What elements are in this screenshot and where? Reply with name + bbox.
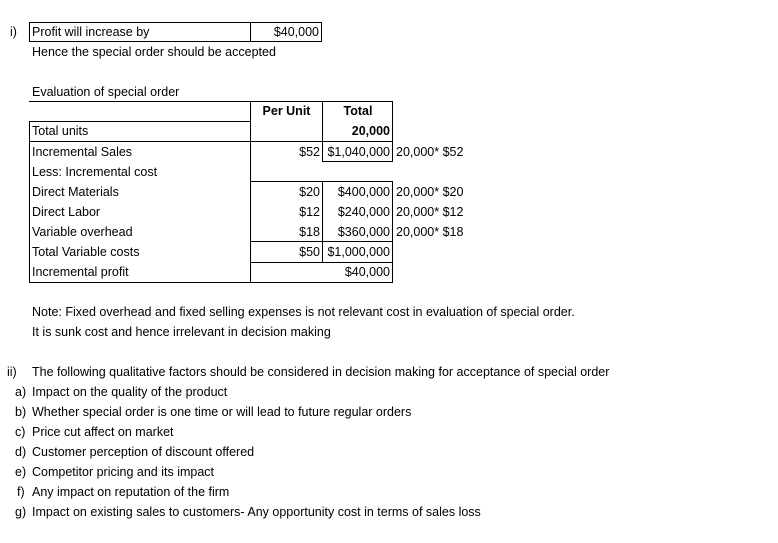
factor-letter: a) [15,385,27,399]
factor-text: Customer perception of discount offered [32,445,255,459]
factor-letter: c) [15,425,26,439]
row-label: Less: Incremental cost [32,165,158,179]
row-label: Incremental profit [32,265,129,279]
factor-text: Competitor pricing and its impact [32,465,215,479]
row-calc: 20,000* $18 [396,225,464,239]
row-label: Total units [32,124,89,138]
row-total: $1,040,000 [327,145,390,159]
row-label: Direct Materials [32,185,119,199]
note-line-2: It is sunk cost and hence irrelevant in decision making [32,325,331,339]
header-per-unit: Per Unit [262,104,311,118]
factor-letter: d) [15,445,27,459]
row-label: Variable overhead [32,225,133,239]
row-label: Incremental Sales [32,145,133,159]
evaluation-title: Evaluation of special order [32,85,180,99]
section-ii-intro: The following qualitative factors should be considered in decision making for acceptance of special order [32,365,610,379]
profit-increase-label: Profit will increase by [32,25,150,39]
section-ii-label: ii) [7,365,17,379]
row-label: Direct Labor [32,205,101,219]
title-underline [29,101,251,102]
row-calc: 20,000* $12 [396,205,464,219]
factor-text: Any impact on reputation of the firm [32,485,230,499]
row-total: 20,000 [351,124,390,138]
conclusion-text: Hence the special order should be accepted [32,45,276,59]
factor-text: Price cut affect on market [32,425,174,439]
profit-increase-value: $40,000 [273,25,319,39]
note-line-1: Note: Fixed overhead and fixed selling expenses is not relevant cost in evaluation of special order. [32,305,575,319]
factor-text: Whether special order is one time or will lead to future regular orders [32,405,412,419]
row-calc: 20,000* $52 [396,145,464,159]
row-total: $240,000 [337,205,390,219]
row-per-unit: $50 [299,245,320,259]
factor-text: Impact on the quality of the product [32,385,228,399]
factor-letter: b) [15,405,27,419]
factor-text: Impact on existing sales to customers- Any opportunity cost in terms of sales loss [32,505,481,519]
row-total: $360,000 [337,225,390,239]
row-calc: 20,000* $20 [396,185,464,199]
row-label: Total Variable costs [32,245,140,259]
header-total: Total [343,104,373,118]
factor-letter: g) [15,505,27,519]
row-per-unit: $18 [299,225,320,239]
row-per-unit: $52 [299,145,320,159]
row-per-unit: $20 [299,185,320,199]
factor-letter: e) [15,465,27,479]
row-total: $1,000,000 [327,245,390,259]
row-total: $40,000 [344,265,390,279]
section-i-label: i) [10,25,17,39]
factor-letter: f) [17,485,25,499]
row-per-unit: $12 [299,205,320,219]
row-total: $400,000 [337,185,390,199]
